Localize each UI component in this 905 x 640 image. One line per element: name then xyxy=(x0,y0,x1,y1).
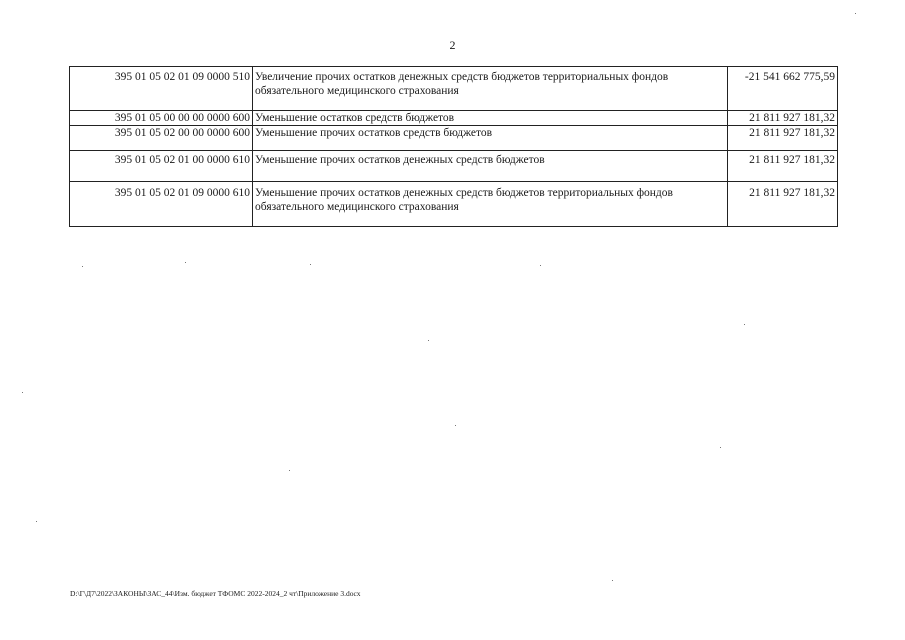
page-number: 2 xyxy=(449,38,456,52)
description-cell: Увеличение прочих остатков денежных средств бюджетов территориальных фондов обязательного медицинского страхования xyxy=(253,67,728,111)
amount-cell: 21 811 927 181,32 xyxy=(728,151,838,182)
table-row xyxy=(70,182,838,227)
scan-speck xyxy=(289,470,290,471)
amount-cell: -21 541 662 775,59 xyxy=(728,67,838,111)
scan-speck xyxy=(36,521,37,522)
description-cell: Уменьшение прочих остатков денежных средств бюджетов территориальных фондов обязательного медицинского страхования xyxy=(253,182,728,227)
scan-speck xyxy=(540,265,541,266)
scan-speck xyxy=(720,447,721,448)
budget-code-cell: 395 01 05 02 01 09 0000 610 xyxy=(70,182,253,227)
table-row xyxy=(70,67,838,111)
table-row xyxy=(70,126,838,151)
scan-speck xyxy=(82,266,83,267)
amount-cell: 21 811 927 181,32 xyxy=(728,126,838,151)
scan-speck xyxy=(22,392,23,393)
footer-file-path: D:\Г\Д7\2022\ЗАКОНЫ\ЗАС_44\Изм. бюджет ТФОМС 2022-2024_2 чт\Приложение 3.docx xyxy=(70,589,361,598)
budget-code-cell: 395 01 05 02 01 00 0000 610 xyxy=(70,151,253,182)
description-cell: Уменьшение прочих остатков средств бюджетов xyxy=(253,126,728,151)
scan-speck xyxy=(185,262,186,263)
scan-speck xyxy=(744,324,745,325)
budget-code-cell: 395 01 05 02 00 00 0000 600 xyxy=(70,126,253,151)
table-row xyxy=(70,111,838,126)
scan-speck xyxy=(612,580,613,581)
description-cell: Уменьшение прочих остатков денежных средств бюджетов xyxy=(253,151,728,182)
budget-code-cell: 395 01 05 02 01 09 0000 510 xyxy=(70,67,253,111)
scan-speck xyxy=(428,340,429,341)
scan-speck xyxy=(310,264,311,265)
table-row xyxy=(70,151,838,182)
budget-code-cell: 395 01 05 00 00 00 0000 600 xyxy=(70,111,253,126)
budget-sources-table xyxy=(69,66,838,227)
description-cell: Уменьшение остатков средств бюджетов xyxy=(253,111,728,126)
amount-cell: 21 811 927 181,32 xyxy=(728,182,838,227)
scan-speck xyxy=(855,13,856,14)
scan-speck xyxy=(455,425,456,426)
amount-cell: 21 811 927 181,32 xyxy=(728,111,838,126)
